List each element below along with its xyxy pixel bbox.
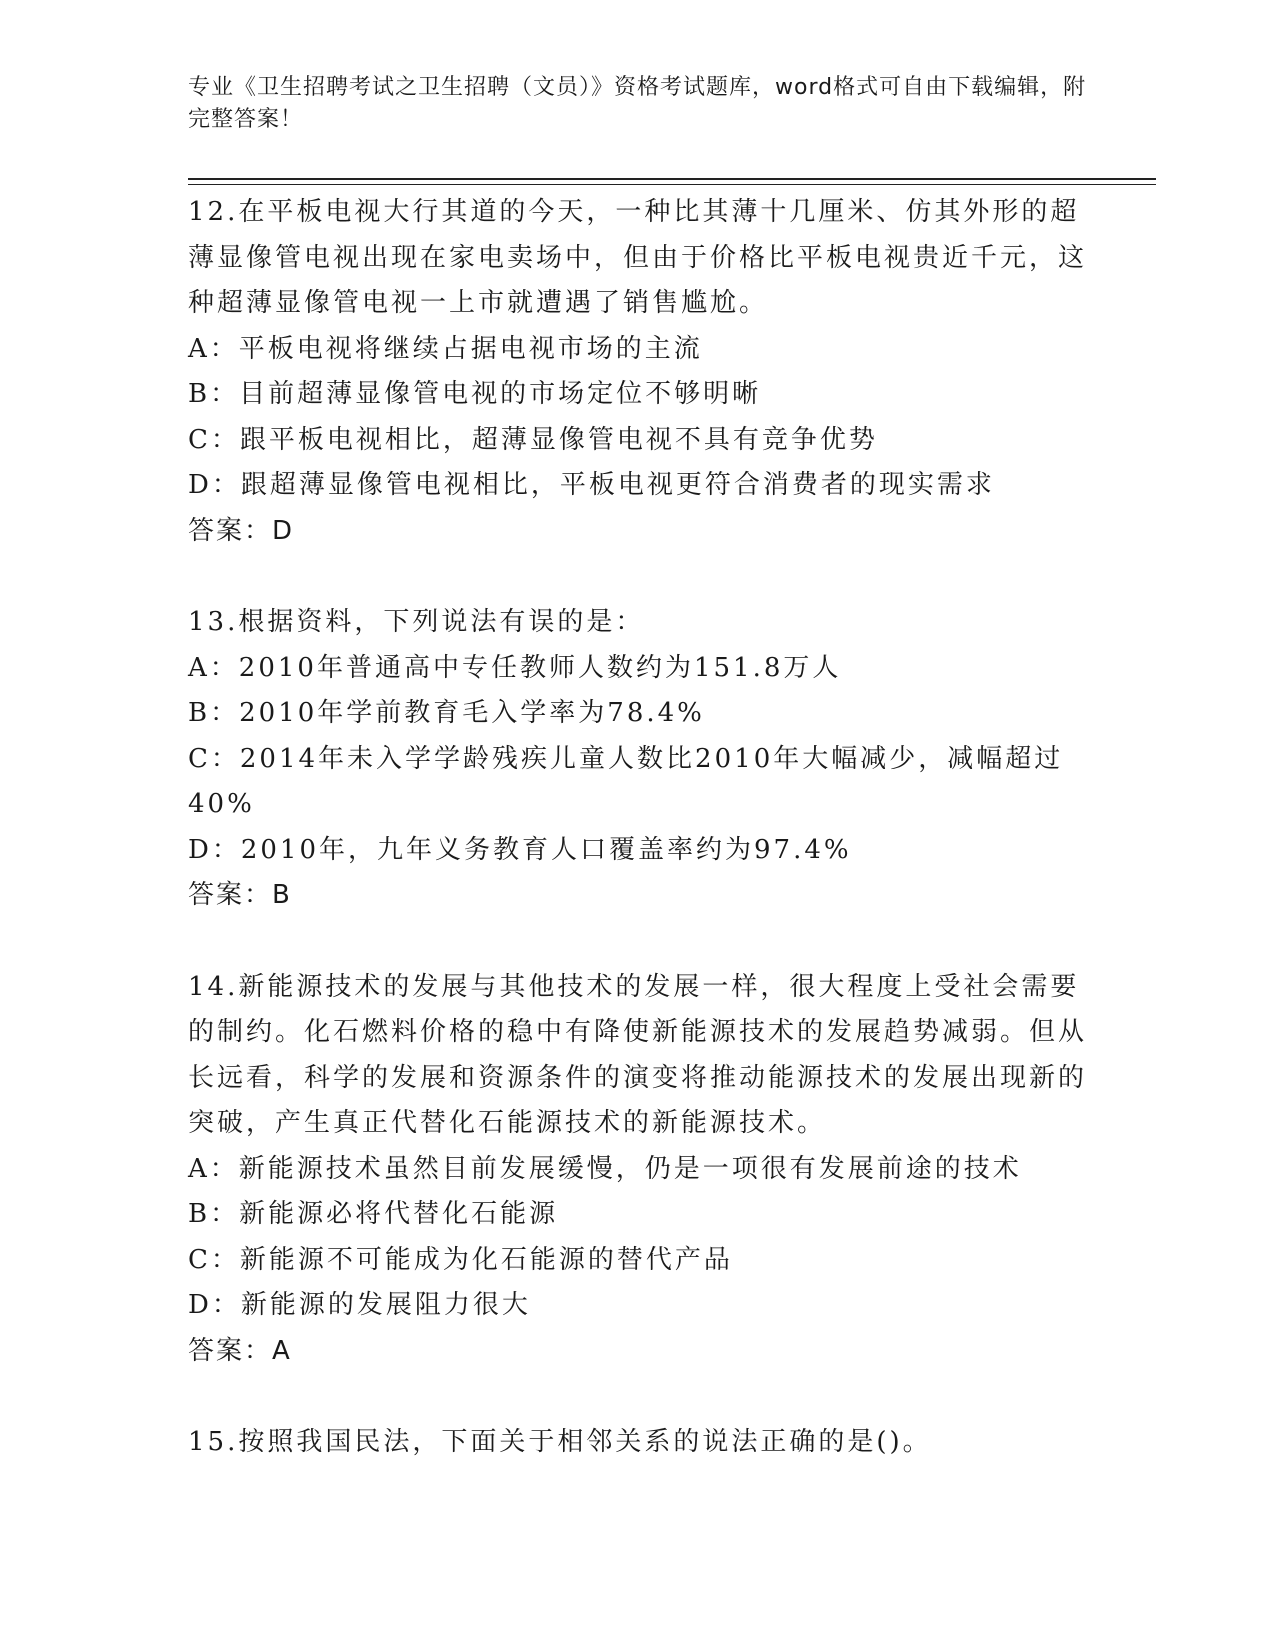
option-a: A：新能源技术虽然目前发展缓慢，仍是一项很有发展前途的技术 [188, 1153, 1022, 1184]
option-d: D：新能源的发展阻力很大 [188, 1290, 531, 1320]
option-a: A：2010年普通高中专任教师人数约为151.8万人 [188, 652, 842, 683]
option-b: B：新能源必将代替化石能源 [188, 1199, 559, 1229]
question-15 [188, 1420, 1088, 1466]
option-c: C：2014年未入学学龄残疾儿童人数比2010年大幅减少，减幅超过40% [188, 743, 1064, 819]
option-c: C：新能源不可能成为化石能源的替代产品 [188, 1244, 733, 1275]
question-12 [188, 190, 1088, 554]
document-header: 专业《卫生招聘考试之卫生招聘（文员）》资格考试题库，word格式可自由下载编辑，附完整答案！ [188, 75, 1087, 132]
option-c: C：跟平板电视相比，超薄显像管电视不具有竞争优势 [188, 424, 878, 455]
option-b: B：目前超薄显像管电视的市场定位不够明晰 [188, 379, 762, 409]
question-list [188, 190, 1088, 1512]
header-rule-thin [188, 184, 1156, 185]
question-13 [188, 600, 1088, 919]
question-stem: 13.根据资料，下列说法有误的是： [188, 607, 645, 637]
answer: 答案：B [188, 880, 292, 910]
header-rule-thick [188, 178, 1156, 180]
answer: 答案：D [188, 515, 295, 546]
question-stem: 15.按照我国民法，下面关于相邻关系的说法正确的是()。 [188, 1427, 932, 1457]
option-d: D：2010年，九年义务教育人口覆盖率约为97.4% [188, 834, 852, 865]
option-d: D：跟超薄显像管电视相比，平板电视更符合消费者的现实需求 [188, 470, 995, 500]
question-stem: 12.在平板电视大行其道的今天，一种比其薄十几厘米、仿其外形的超薄显像管电视出现在家电卖场中，但由于价格比平板电视贵近千元，这种超薄显像管电视一上市就遭遇了销售尴尬。 [188, 197, 1088, 318]
option-a: A：平板电视将继续占据电视市场的主流 [188, 333, 703, 364]
answer: 答案：A [188, 1335, 292, 1366]
question-stem: 14.新能源技术的发展与其他技术的发展一样，很大程度上受社会需要的制约。化石燃料价格的稳中有降使新能源技术的发展趋势减弱。但从长远看，科学的发展和资源条件的演变将推动能源技术的发展出现新的突破，产生真正代替化石能源技术的新能源技术。 [188, 971, 1088, 1138]
option-b: B：2010年学前教育毛入学率为78.4% [188, 698, 705, 728]
question-14 [188, 965, 1088, 1375]
